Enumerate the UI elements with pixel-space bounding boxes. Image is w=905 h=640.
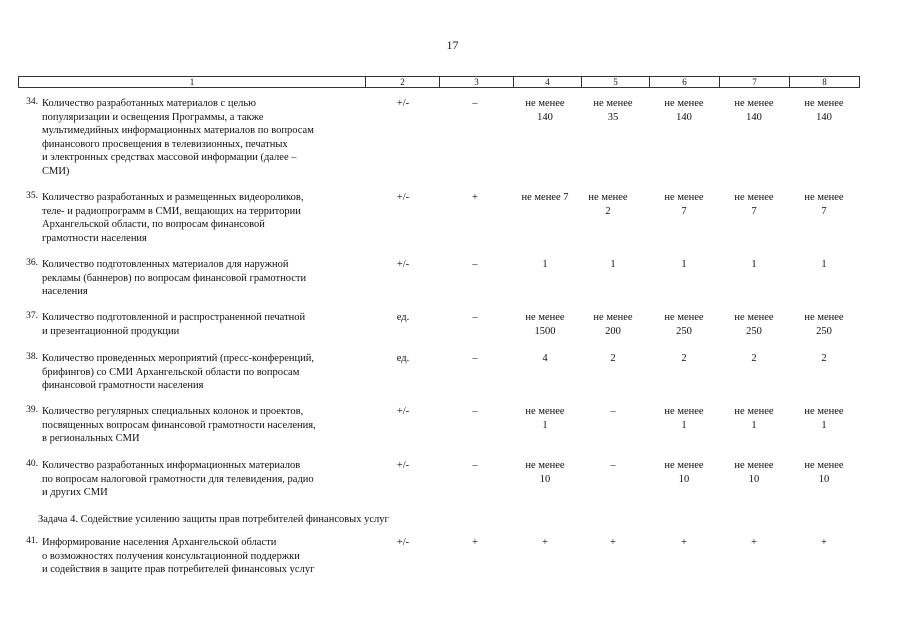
row-number: 35. bbox=[26, 191, 38, 201]
row-number: 40. bbox=[26, 459, 38, 469]
value-cell: – bbox=[610, 406, 616, 417]
header-col-6: 6 bbox=[650, 77, 720, 88]
value-cell: не менее 35 bbox=[593, 98, 633, 123]
value-cell: 2 bbox=[821, 353, 827, 364]
value-cell: не менее 200 bbox=[593, 312, 633, 337]
value-cell: 1 bbox=[610, 259, 616, 270]
value-cell: не менее 250 bbox=[664, 312, 704, 337]
unit-cell: +/- bbox=[396, 192, 410, 203]
value-cell: не менее 1 bbox=[525, 406, 565, 431]
header-col-7: 7 bbox=[720, 77, 790, 88]
value-cell: не менее 10 bbox=[804, 460, 844, 485]
row-description: Количество разработанных и размещенных видеороликов, теле- и радиопрограмм в СМИ, вещающих на территории Архангельской области, по вопросам финансовой грамотности населения bbox=[42, 192, 304, 244]
value-cell: + bbox=[821, 537, 827, 548]
value-cell: 4 bbox=[542, 353, 548, 364]
value-cell: не менее 140 bbox=[664, 98, 704, 123]
value-cell: не менее 1 bbox=[664, 406, 704, 431]
row-description: Количество регулярных специальных колонок и проектов, посвященных вопросам финансовой грамотности населения, в региональных СМИ bbox=[42, 406, 316, 444]
value-cell: не менее 7 bbox=[664, 192, 704, 217]
header-col-4: 4 bbox=[514, 77, 582, 88]
value-cell: 1 bbox=[681, 259, 687, 270]
value-cell: не менее 2 bbox=[588, 192, 628, 217]
value-cell: не менее 250 bbox=[734, 312, 774, 337]
value-cell: + bbox=[681, 537, 687, 548]
value-cell: + bbox=[542, 537, 548, 548]
header-col-1: 1 bbox=[19, 77, 366, 88]
value-cell: не менее 1500 bbox=[525, 312, 565, 337]
value-cell: + bbox=[751, 537, 757, 548]
unit-cell: ед. bbox=[396, 312, 410, 323]
value-cell: не менее 10 bbox=[734, 460, 774, 485]
row-description: Количество разработанных материалов с целью популяризации и освещения Программы, а также мультимедийных информационных материалов по вопросам финансового просвещения в телевизионных, печатных и электронных средствах массовой информации (далее – СМИ) bbox=[42, 98, 314, 177]
value-cell: 1 bbox=[751, 259, 757, 270]
value-cell: не менее 250 bbox=[804, 312, 844, 337]
direction-cell: – bbox=[472, 312, 478, 323]
value-cell: 2 bbox=[681, 353, 687, 364]
direction-cell: – bbox=[472, 98, 478, 109]
value-cell: не менее 140 bbox=[734, 98, 774, 123]
row-number: 37. bbox=[26, 311, 38, 321]
page-number: 17 bbox=[446, 38, 459, 52]
value-cell: не менее 7 bbox=[521, 192, 569, 203]
value-cell: не менее 7 bbox=[804, 192, 844, 217]
row-number: 41. bbox=[26, 536, 38, 546]
row-description: Количество разработанных информационных материалов по вопросам налоговой грамотности для телевидения, радио и других СМИ bbox=[42, 460, 314, 498]
value-cell: 2 bbox=[751, 353, 757, 364]
value-cell: не менее 140 bbox=[804, 98, 844, 123]
direction-cell: – bbox=[472, 353, 478, 364]
direction-cell: + bbox=[472, 537, 478, 548]
header-col-5: 5 bbox=[582, 77, 650, 88]
row-description: Количество проведенных мероприятий (пресс-конференций, брифингов) со СМИ Архангельской области по вопросам финансовой грамотности населения bbox=[42, 353, 314, 391]
row-description: Информирование населения Архангельской области о возможностях получения консультационной поддержки и содействия в защите прав потребителей финансовых услуг bbox=[42, 537, 315, 575]
header-col-3: 3 bbox=[440, 77, 514, 88]
unit-cell: +/- bbox=[396, 98, 410, 109]
row-description: Количество подготовленных материалов для наружной рекламы (баннеров) по вопросам финансовой грамотности населения bbox=[42, 259, 307, 297]
row-number: 39. bbox=[26, 405, 38, 415]
row-number: 34. bbox=[26, 97, 38, 107]
value-cell: не менее 7 bbox=[734, 192, 774, 217]
direction-cell: + bbox=[472, 192, 478, 203]
value-cell: не менее 10 bbox=[664, 460, 704, 485]
row-description: Количество подготовленной и распространенной печатной и презентационной продукции bbox=[42, 312, 306, 337]
header-col-2: 2 bbox=[366, 77, 440, 88]
value-cell: 1 bbox=[542, 259, 548, 270]
value-cell: не менее 10 bbox=[525, 460, 565, 485]
unit-cell: +/- bbox=[396, 460, 410, 471]
unit-cell: +/- bbox=[396, 259, 410, 270]
direction-cell: – bbox=[472, 259, 478, 270]
direction-cell: – bbox=[472, 460, 478, 471]
value-cell: не менее 1 bbox=[734, 406, 774, 431]
value-cell: не менее 140 bbox=[525, 98, 565, 123]
value-cell: 1 bbox=[821, 259, 827, 270]
value-cell: + bbox=[610, 537, 616, 548]
value-cell: 2 bbox=[610, 353, 616, 364]
unit-cell: +/- bbox=[396, 537, 410, 548]
column-number-header bbox=[18, 76, 860, 88]
unit-cell: ед. bbox=[396, 353, 410, 364]
row-number: 38. bbox=[26, 352, 38, 362]
unit-cell: +/- bbox=[396, 406, 410, 417]
direction-cell: – bbox=[472, 406, 478, 417]
header-col-8: 8 bbox=[790, 77, 860, 88]
row-number: 36. bbox=[26, 258, 38, 268]
task-heading: Задача 4. Содействие усилению защиты прав потребителей финансовых услуг bbox=[38, 514, 389, 525]
value-cell: не менее 1 bbox=[804, 406, 844, 431]
value-cell: – bbox=[610, 460, 616, 471]
